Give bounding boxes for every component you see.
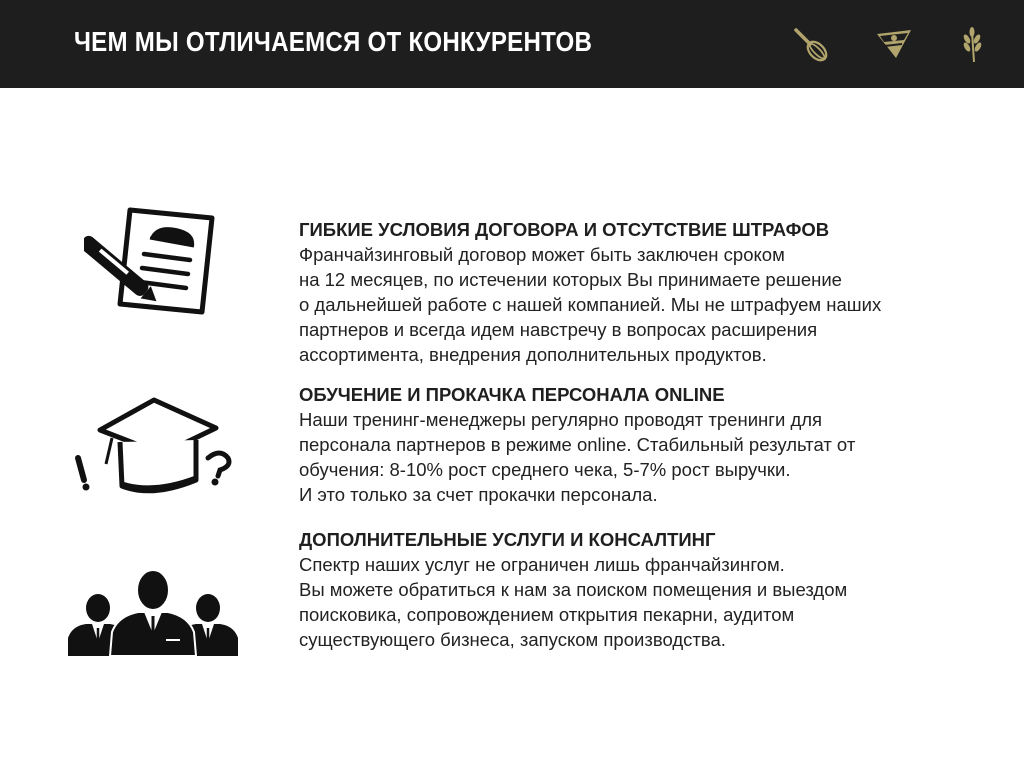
section-line: обучения: 8-10% рост среднего чека, 5-7% рост выручки. — [299, 459, 791, 480]
section-line: на 12 месяцев, по истечении которых Вы принимаете решение — [299, 269, 842, 290]
section-line: Наши тренинг-менеджеры регулярно проводят тренинги для — [299, 409, 823, 430]
cake-slice-icon — [874, 24, 914, 64]
section-line: Вы можете обратиться к нам за поиском помещения и выездом — [299, 579, 848, 600]
section-text — [299, 217, 959, 367]
section-line: И это только за счет прокачки персонала. — [299, 484, 658, 505]
team-people-icon — [68, 566, 238, 656]
graduation-cap-icon — [72, 392, 232, 500]
page-title: ЧЕМ МЫ ОТЛИЧАЕМСЯ ОТ КОНКУРЕНТОВ — [74, 26, 593, 57]
section-title: ОБУЧЕНИЕ И ПРОКАЧКА ПЕРСОНАЛА ONLINE — [299, 384, 725, 405]
whisk-icon — [790, 24, 830, 64]
header-bar — [0, 0, 1024, 88]
section-text — [299, 527, 959, 652]
section-line: партнеров и всегда идем навстречу в вопросах расширения — [299, 319, 818, 340]
section-line: Франчайзинговый договор может быть заключен сроком — [299, 244, 785, 265]
section-line: персонала партнеров в режиме online. Стабильный результат от — [299, 434, 856, 455]
wheat-icon — [952, 24, 992, 64]
section-line: поисковика, сопровождением открытия пекарни, аудитом — [299, 604, 795, 625]
section-text — [299, 382, 959, 507]
section-title: ГИБКИЕ УСЛОВИЯ ДОГОВОРА И ОТСУТСТВИЕ ШТРАФОВ — [299, 219, 830, 240]
section-title: ДОПОЛНИТЕЛЬНЫЕ УСЛУГИ И КОНСАЛТИНГ — [299, 529, 716, 550]
section-line: ассортимента, внедрения дополнительных продуктов. — [299, 344, 767, 365]
section-line: Спектр наших услуг не ограничен лишь франчайзингом. — [299, 554, 785, 575]
section-line: существующего бизнеса, запуском производства. — [299, 629, 726, 650]
contract-pen-icon — [84, 204, 220, 316]
section-line: о дальнейшей работе с нашей компанией. Мы не штрафуем наших — [299, 294, 882, 315]
